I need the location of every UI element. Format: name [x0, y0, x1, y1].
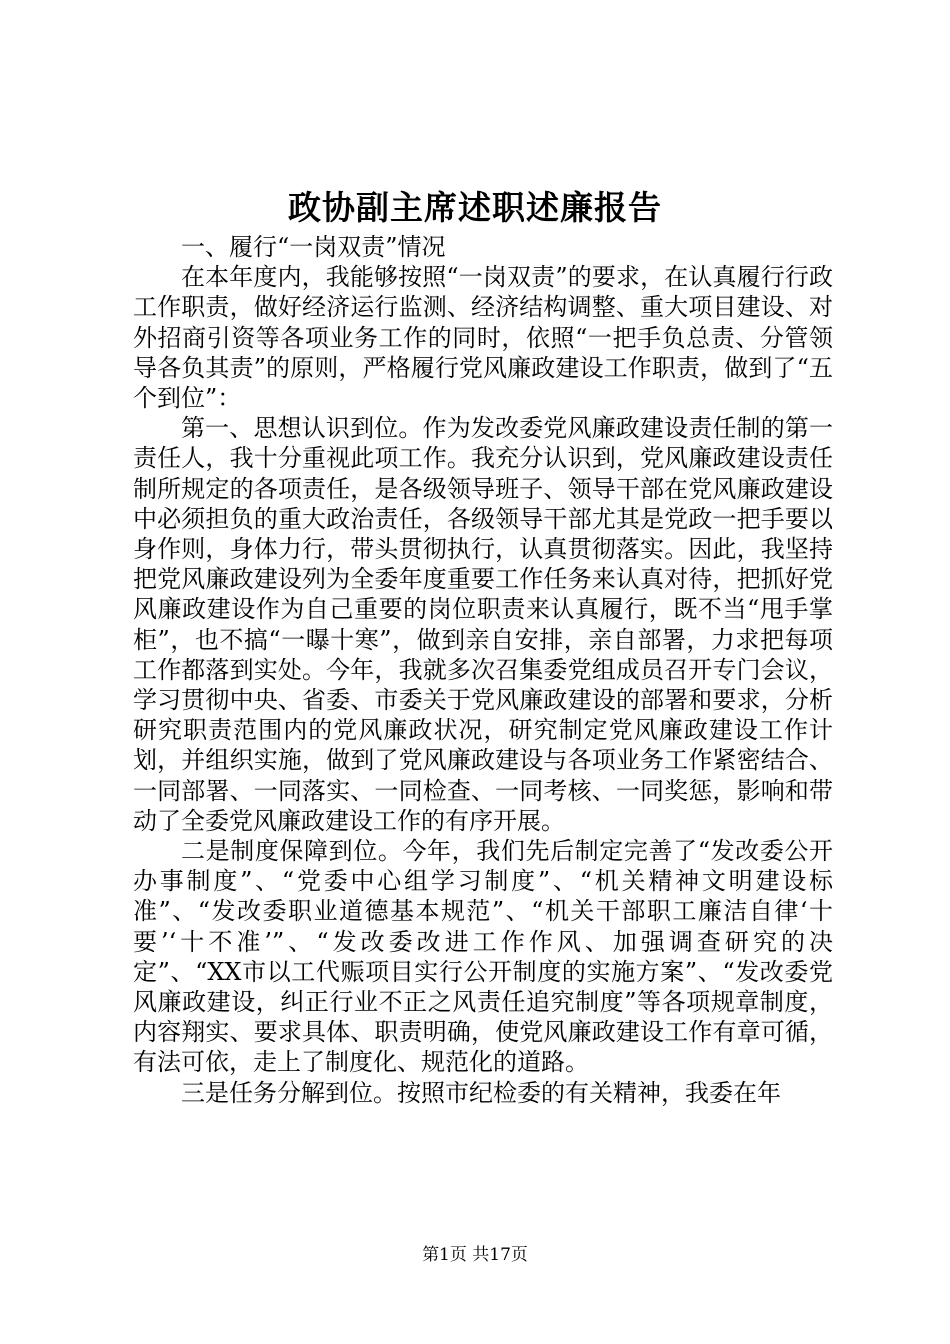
paragraph-point-one: 第一、思想认识到位。作为发改委党风廉政建设责任制的第一责任人，我十分重视此项工作。我充分认识到，党风廉政建设责任制所规定的各项责任，是各级领导班子、领导干部在党风廉政建设中必须担负的重大政治责任，各级领导干部尤其是党政一把手要以身作则，身体力行，带头贯彻执行，认真贯彻落实。因此，我坚持把党风廉政建设列为全委年度重要工作任务来认真对待，把抓好党风廉政建设作为自己重要的岗位职责来认真履行，既不当“甩手掌柜”，也不搞“一曝十寒”，做到亲自安排，亲自部署，力求把每项工作都落到实处。今年，我就多次召集委党组成员召开专门会议，学习贯彻中央、省委、市委关于党风廉政建设的部署和要求，分析研究职责范围内的党风廉政状况，研究制定党风廉政建设工作计划，并组织实施，做到了党风廉政建设与各项业务工作紧密结合、一同部署、一同落实、一同检查、一同考核、一同奖惩，影响和带动了全委党风廉政建设工作的有序开展。 [133, 414, 833, 835]
paragraph-point-two: 二是制度保障到位。今年，我们先后制定完善了“发改委公开办事制度”、“党委中心组学习制度”、“机关精神文明建设标准”、“发改委职业道德基本规范”、“机关干部职工廉洁自律‘十要’‘十不准’”、“发改委改进工作作风、加强调查研究的决定”、“XX市以工代赈项目实行公开制度的实施方案”、“发改委党风廉政建设，纠正行业不正之风责任追究制度”等各项规章制度，内容翔实、要求具体、职责明确，使党风廉政建设工作有章可循，有法可依，走上了制度化、规范化的道路。 [133, 837, 833, 1077]
section-heading: 一、履行“一岗双责”情况 [181, 233, 446, 261]
page-number-footer: 第1页 共17页 [422, 1245, 528, 1265]
paragraph-point-three: 三是任务分解到位。按照市纪检委的有关精神，我委在年 [181, 1078, 781, 1107]
document-body [133, 232, 833, 1108]
document-title: 政协副主席述职述廉报告 [288, 188, 662, 227]
paragraph-intro: 在本年度内，我能够按照“一岗双责”的要求，在认真履行行政工作职责，做好经济运行监测、经济结构调整、重大项目建设、对外招商引资等各项业务工作的同时，依照“一把手负总责、分管领导各负其责”的原则，严格履行党风廉政建设工作职责，做到了“五个到位”： [133, 263, 833, 413]
